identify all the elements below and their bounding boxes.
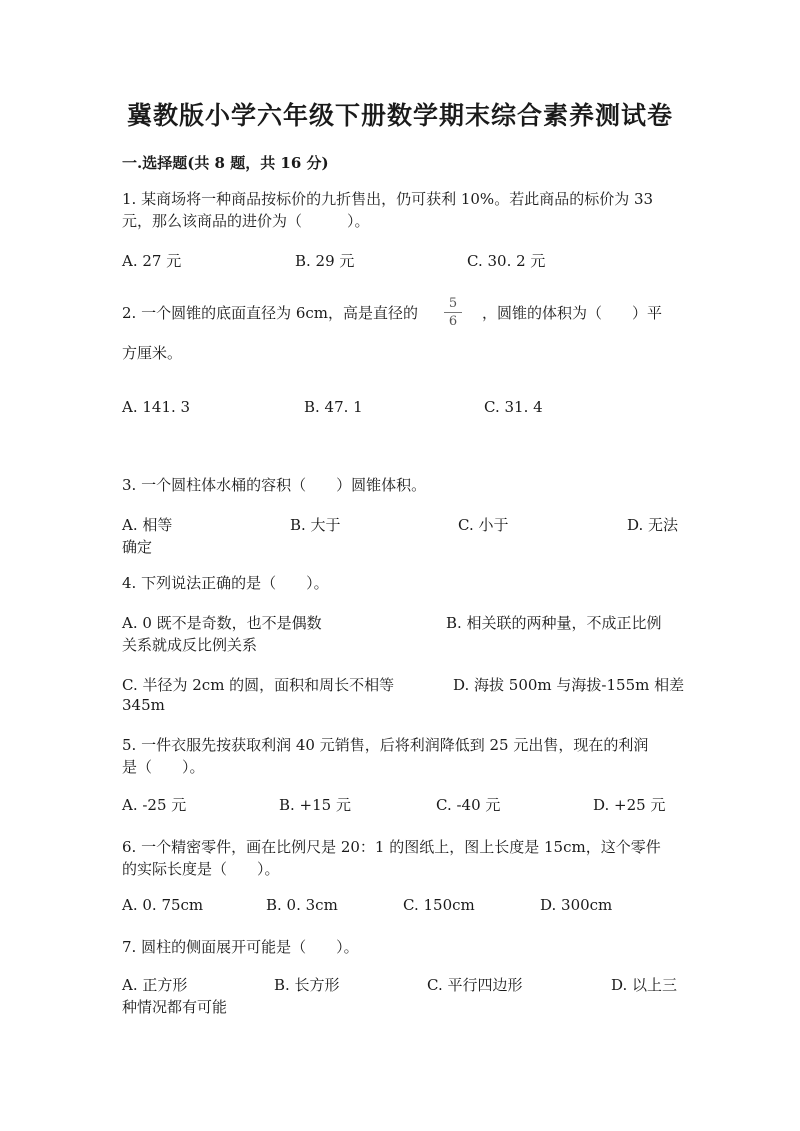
question-3-option-d: D. 无法 — [627, 516, 679, 534]
question-7-option-a: A. 正方形 — [122, 976, 188, 994]
question-6-option-d: D. 300cm — [540, 896, 613, 914]
question-4-option-a: A. 0 既不是奇数，也不是偶数 — [122, 614, 322, 632]
question-5-line-1: 5. 一件衣服先按获取利润 40 元销售，后将利润降低到 25 元出售，现在的利润 — [122, 736, 649, 754]
question-3-option-a: A. 相等 — [122, 516, 173, 534]
question-3-text: 3. 一个圆柱体水桶的容积（ ）圆锥体积。 — [122, 476, 427, 494]
question-2-option-c: C. 31. 4 — [484, 398, 543, 416]
question-6-option-b: B. 0. 3cm — [266, 896, 338, 914]
question-1-option-b: B. 29 元 — [295, 252, 355, 270]
question-7-text: 7. 圆柱的侧面展开可能是（ ）。 — [122, 938, 359, 956]
question-4-option-b: B. 相关联的两种量，不成正比例 — [446, 614, 662, 632]
question-3-option-c: C. 小于 — [458, 516, 509, 534]
question-5-option-b: B. +15 元 — [279, 796, 351, 814]
question-4-option-b-wrap: 关系就成反比例关系 — [122, 636, 258, 654]
question-4-option-c: C. 半径为 2cm 的圆，面积和周长不相等 — [122, 676, 395, 694]
fraction-denominator: 6 — [448, 314, 458, 329]
question-2-option-b: B. 47. 1 — [304, 398, 363, 416]
question-1-line-2: 元，那么该商品的进价为（ ）。 — [122, 212, 370, 230]
question-1-line-1: 1. 某商场将一种商品按标价的九折售出，仍可获利 10%。若此商品的标价为 33 — [122, 190, 654, 208]
question-4-option-d-wrap: 345m — [122, 696, 165, 714]
question-5-line-2: 是（ ）。 — [122, 758, 205, 776]
question-7-option-b: B. 长方形 — [274, 976, 340, 994]
fraction-five-sixths — [444, 296, 462, 329]
question-7-option-c: C. 平行四边形 — [427, 976, 523, 994]
question-7-option-d: D. 以上三 — [611, 976, 678, 994]
question-5-option-d: D. +25 元 — [593, 796, 666, 814]
question-1-option-a: A. 27 元 — [122, 252, 182, 270]
question-5-option-a: A. -25 元 — [122, 796, 187, 814]
question-2-option-a: A. 141. 3 — [122, 398, 191, 416]
question-6-line-1: 6. 一个精密零件，画在比例尺是 20：1 的图纸上，图上长度是 15cm，这个零件 — [122, 838, 661, 856]
question-5-option-c: C. -40 元 — [436, 796, 501, 814]
question-2-text-before-fraction: 2. 一个圆锥的底面直径为 6cm，高是直径的 — [122, 304, 419, 322]
fraction-bar — [444, 312, 462, 313]
question-2-text-after-fraction: ，圆锥的体积为（ ）平 — [482, 304, 663, 322]
fraction-numerator: 5 — [448, 296, 458, 311]
question-6-option-a: A. 0. 75cm — [122, 896, 204, 914]
question-6-option-c: C. 150cm — [403, 896, 475, 914]
question-3-option-b: B. 大于 — [290, 516, 341, 534]
question-1-option-c: C. 30. 2 元 — [467, 252, 546, 270]
question-3-option-d-wrap: 确定 — [122, 538, 153, 556]
question-4-option-d: D. 海拔 500m 与海拔-155m 相差 — [453, 676, 685, 694]
question-6-line-2: 的实际长度是（ ）。 — [122, 860, 280, 878]
page-title: 冀教版小学六年级下册数学期末综合素养测试卷 — [126, 101, 673, 130]
question-2-line-2: 方厘米。 — [122, 344, 183, 362]
section-heading: 一.选择题(共 8 题，共 16 分) — [122, 154, 329, 172]
question-7-option-d-wrap: 种情况都有可能 — [122, 998, 228, 1016]
question-4-text: 4. 下列说法正确的是（ ）。 — [122, 574, 329, 592]
